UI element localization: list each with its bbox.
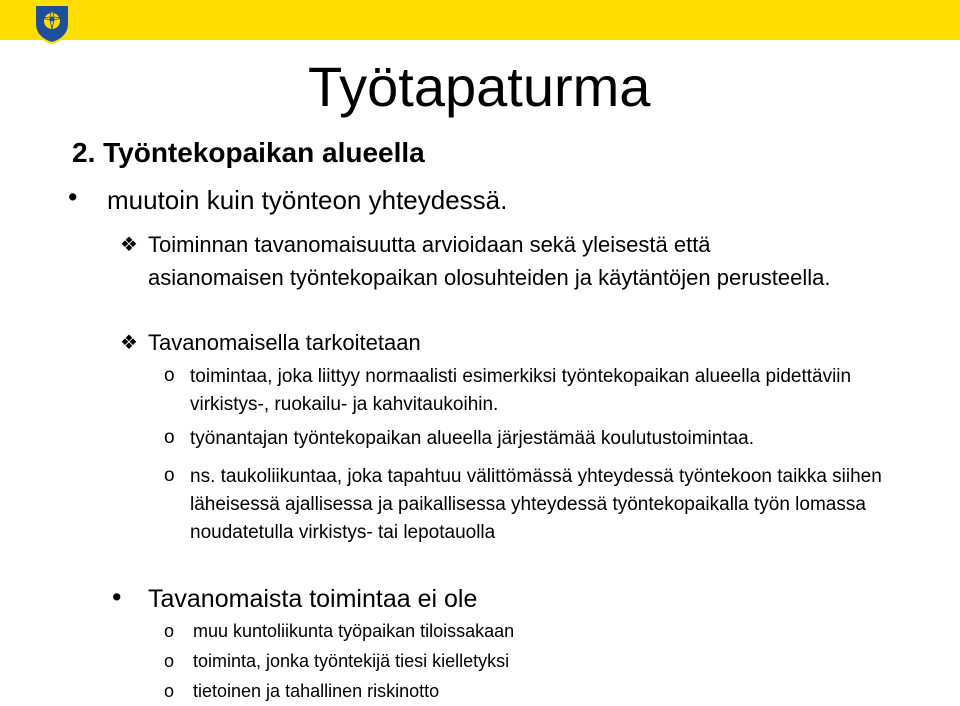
- diamond-item-text: Toiminnan tavanomaisuutta arvioidaan sekä yleisestä että asianomaisen työntekopaikan olosuhteiden ja käytäntöjen perusteella.: [148, 232, 831, 290]
- slide-title: Työtapaturma: [308, 55, 651, 118]
- circle-bullet-icon: o: [164, 427, 175, 448]
- circle-bullet-icon: o: [164, 621, 175, 641]
- circle-bullet-icon: o: [164, 651, 175, 671]
- bullet-marker: •: [112, 582, 122, 612]
- bullet-text: Tavanomaista toimintaa ei ole: [148, 585, 478, 613]
- sub-item-text: toiminta, jonka työntekijä tiesi kielletyksi: [193, 651, 510, 671]
- circle-item-text: toimintaa, joka liittyy normaalisti esimerkiksi työntekopaikan alueella pidettäviin virkistys-, ruokailu- ja kahvitaukoihin.: [190, 366, 852, 415]
- diamond-bullet-icon: ❖: [120, 234, 138, 256]
- section-heading: 2. Työntekopaikan alueella: [72, 137, 425, 168]
- circle-item-text: työnantajan työntekopaikan alueella järjestämää koulutustoimintaa.: [190, 428, 755, 449]
- circle-bullet-icon: o: [164, 365, 175, 386]
- bullet-marker: •: [68, 182, 78, 212]
- sub-item-text: tietoinen ja tahallinen riskinotto: [193, 681, 440, 701]
- diamond-item-text: Tavanomaisella tarkoitetaan: [148, 330, 421, 355]
- header-bar: [0, 0, 960, 40]
- diamond-bullet-icon: ❖: [120, 332, 138, 354]
- circle-bullet-icon: o: [164, 681, 175, 701]
- circle-bullet-icon: o: [164, 465, 175, 486]
- bullet-text: muutoin kuin työnteon yhteydessä.: [107, 185, 508, 215]
- circle-item-text: ns. taukoliikuntaa, joka tapahtuu välittömässä yhteydessä työntekoon taikka siihen läheisessä ajallisessa ja paikallisessa yhteydessä työntekopaikalla työn lomassa noudatetulla virkistys- tai lepotauolla: [190, 466, 882, 543]
- coat-of-arms-icon: [32, 2, 72, 44]
- sub-item-text: muu kuntoliikunta työpaikan tiloissakaan: [193, 621, 515, 641]
